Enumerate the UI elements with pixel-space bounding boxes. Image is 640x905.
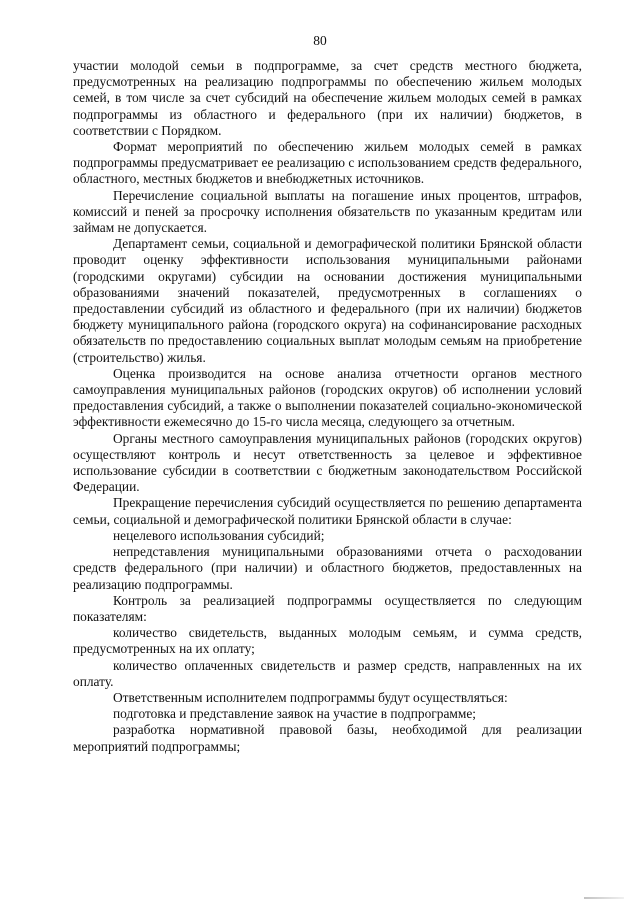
paragraph-control-indicators: Контроль за реализацией подпрограммы осуществляется по следующим показателям:: [73, 592, 582, 624]
paragraph-report-not-submitted-item: непредставления муниципальными образованиями отчета о расходовании средств федерального (при наличии) и областного бюджетов, предоставленных на реализацию подпрограммы.: [73, 544, 582, 592]
paragraph-department-evaluation: Департамент семьи, социальной и демографической политики Брянской области проводит оценку эффективности использования муниципальными районами (городскими округами) субсидии на основании достижения муниципальными образованиями значений показателей, предусмотренных в соглашениях о предоставлении субсидий из областного и федерального (при их наличии) бюджетов бюджету муниципального района (городского округа) на софинансирование расходных обязательств по предоставлению социальных выплат молодым семьям на приобретение (строительство) жилья.: [73, 236, 582, 365]
paragraph-misuse-item: нецелевого использования субсидий;: [113, 527, 325, 543]
paragraph-subsidy-termination: Прекращение перечисления субсидий осуществляется по решению департамента семьи, социальной и демографической политики Брянской области в случае:: [73, 495, 582, 527]
paragraph-certificates-issued-item: количество свидетельств, выданных молодым семьям, и сумма средств, предусмотренных на их оплату;: [73, 625, 582, 657]
paragraph-certificates-paid-item: количество оплаченных свидетельств и размер средств, направленных на их оплату.: [73, 657, 582, 689]
page-number: 80: [313, 33, 327, 48]
paragraph-regulatory-base-item: разработка нормативной правовой базы, необходимой для реализации мероприятий подпрограммы;: [73, 722, 582, 754]
document-body: [73, 58, 582, 755]
paragraph-social-payment-restriction: Перечисление социальной выплаты на погашение иных процентов, штрафов, комиссий и пеней за просрочку исполнения обязательств по указанным кредитам или займам не допускается.: [73, 187, 582, 236]
paragraph-local-authorities-control: Органы местного самоуправления муниципальных районов (городских округов) осуществляют контроль и несут ответственность за целевое и эффективное использование субсидии в соответствии с бюджетным законодательством Российской Федерации.: [73, 430, 582, 495]
paragraph-responsible-executor: Ответственным исполнителем подпрограммы будут осуществляться:: [113, 689, 508, 705]
scan-mark: [584, 897, 624, 899]
paragraph-evaluation-basis: Оценка производится на основе анализа отчетности органов местного самоуправления муниципальных районов (городских округов) об исполнении условий предоставления субсидий, а также о выполнении показателей социально-экономической эффективности ежемесячно до 15-го числа месяца, следующего за отчетным.: [73, 365, 582, 430]
paragraph-format-of-measures: Формат мероприятий по обеспечению жильем молодых семей в рамках подпрограммы предусматривает ее реализацию с использованием средств федерального, областного, местных бюджетов и внебюджетных источников.: [73, 139, 582, 187]
paragraph-continuation: участии молодой семьи в подпрограмме, за счет средств местного бюджета, предусмотренных на реализацию подпрограммы по обеспечению жильем молодых семей, в том числе за счет субсидий на обеспечение жильем молодых семей в рамках подпрограммы из областного и федерального (при их наличии) бюджетов, в соответствии с Порядком.: [73, 58, 582, 138]
paragraph-applications-item: подготовка и представление заявок на участие в подпрограмме;: [113, 706, 477, 722]
